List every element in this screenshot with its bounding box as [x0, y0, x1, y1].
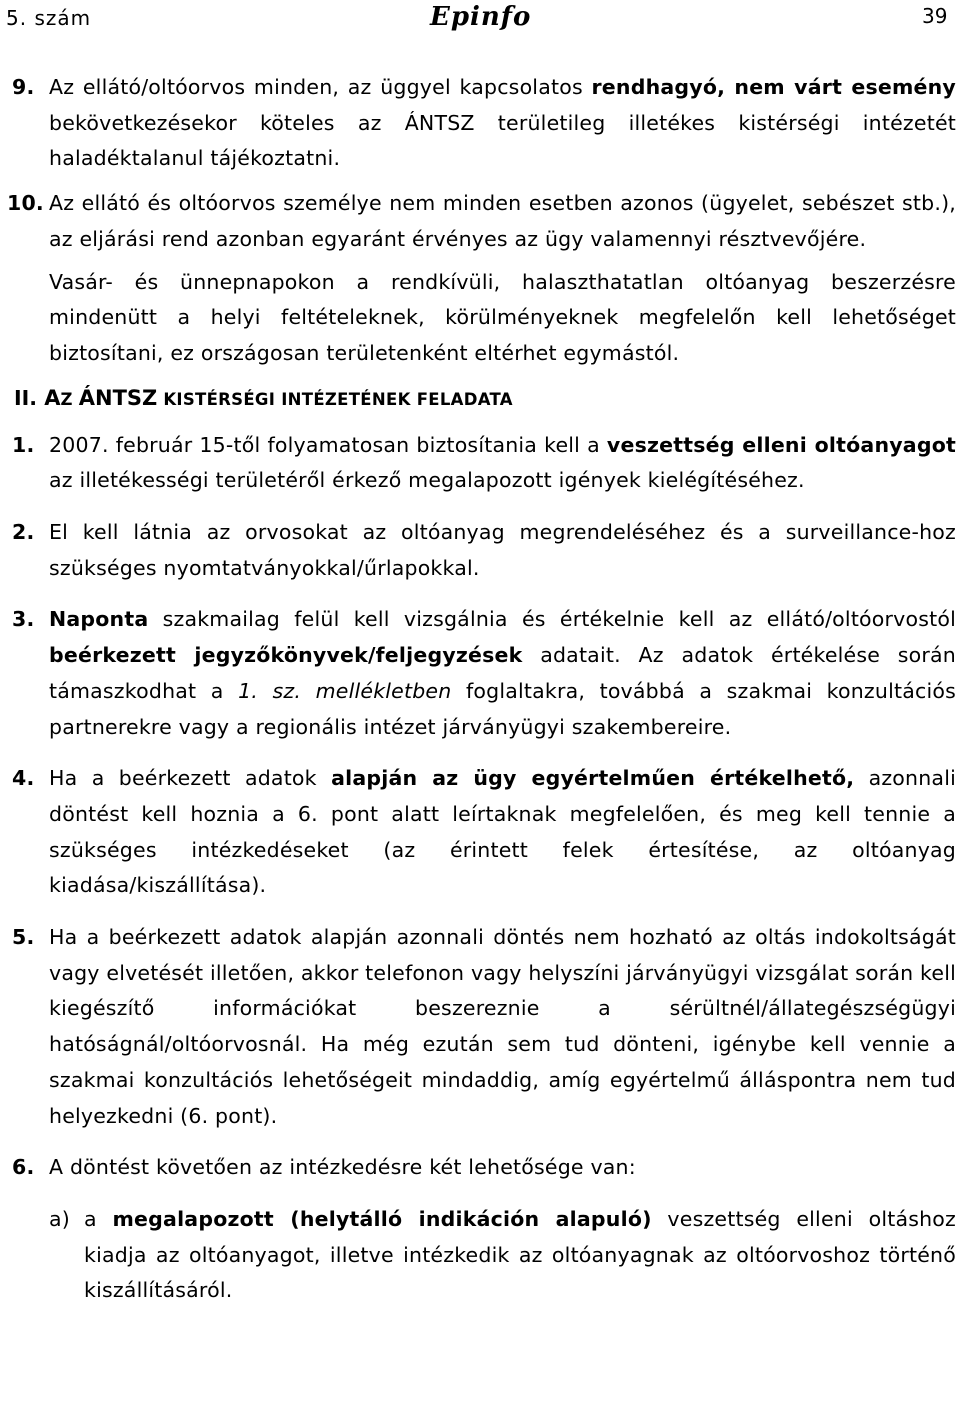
item-text — [49, 70, 956, 177]
item-text: Az ellátó és oltóorvos személye nem minden esetben azonos (ügyelet, sebészet stb.), az eljárási rend azonban egyaránt érvényes az ügy valamennyi résztvevőjére. — [49, 191, 956, 251]
item-number: 3. — [12, 607, 35, 632]
item-number: 4. — [12, 766, 35, 791]
page-header — [0, 0, 960, 40]
text-run: az illetékességi területéről érkező megalapozott igények kielégítéséhez. — [49, 468, 805, 493]
epinfo-logo: Epinfo — [430, 2, 532, 32]
item-number: 10. — [7, 191, 44, 216]
item-text-continued: Vasár- és ünnepnapokon a rendkívüli, halaszthatatlan oltóanyag beszerzésre mindenütt a helyi feltételeknek, körülményeknek megfelelőn kell lehetőséget biztosítani, ez országosan területenként eltérhet egymástól. — [49, 269, 956, 365]
section-heading — [0, 382, 960, 416]
bold-run: Naponta — [49, 607, 149, 632]
issue-number: 5. szám — [6, 6, 92, 30]
text-run: foglaltakra, továbbá a szakmai konzultációs partnerekre vagy a regionális intézet járványügyi szakembereire. — [49, 678, 956, 739]
list-item-10 — [0, 186, 960, 372]
bold-run: veszettség elleni oltóanyagot — [606, 432, 956, 457]
bold-run: rendhagyó, nem várt esemény — [591, 75, 956, 99]
item-number: 1. — [12, 432, 35, 457]
list-item-5 — [0, 920, 960, 1134]
page-number: 39 — [922, 4, 948, 28]
text-run: Ha a beérkezett adatok — [49, 766, 332, 791]
item-number: 2. — [12, 520, 35, 545]
list-item-2 — [0, 515, 960, 586]
item-number: 5. — [12, 925, 35, 950]
italic-run: 1. sz. mellékletben — [238, 678, 452, 703]
text-run: Az ellátó/oltóorvos minden, az üggyel kapcsolatos — [49, 75, 592, 99]
heading-roman: II. — [14, 385, 45, 410]
item-number: 9. — [12, 75, 35, 99]
subitem-label: a) — [49, 1206, 70, 1231]
text-run: 2007. február 15-től folyamatosan biztosítania kell a — [49, 432, 607, 457]
subitem-text — [84, 1202, 956, 1309]
item-text: A döntést követően az intézkedésre két lehetősége van: — [49, 1155, 636, 1180]
text-run: veszettség elleni oltáshoz kiadja az oltóanyagot, illetve intézkedik az oltóanyagnak az oltóorvoshoz történő kiszállításáról. — [84, 1206, 956, 1303]
bold-run: alapján az ügy egyértelműen értékelhető, — [331, 766, 855, 791]
item-text — [49, 761, 956, 904]
list-item-6 — [0, 1150, 960, 1186]
bold-run: megalapozott (helytálló indikáción alapuló) — [112, 1206, 652, 1231]
list-item-9 — [0, 70, 960, 177]
heading-run: KISTÉRSÉGI INTÉZETÉNEK FELADATA — [157, 389, 513, 409]
text-run: a — [84, 1206, 113, 1231]
heading-run: Z — [60, 389, 79, 409]
item-text — [49, 602, 956, 745]
text-run: szakmailag felül kell vizsgálnia és értékelnie kell az ellátó/oltóorvostól — [148, 607, 956, 632]
item-text: El kell látnia az orvosokat az oltóanyag megrendeléséhez és a surveillance-hoz szükséges nyomtatványokkal/űrlapokkal. — [49, 520, 956, 580]
heading-run: A — [44, 385, 61, 410]
heading-run: ÁNTSZ — [78, 385, 158, 410]
text-run: bekövetkezésekor köteles az ÁNTSZ területileg illetékes kistérségi intézetét haladéktalanul tájékoztatni. — [49, 110, 956, 171]
item-text — [49, 428, 956, 499]
list-item-3 — [0, 602, 960, 745]
list-subitem-a — [0, 1202, 960, 1309]
bold-run: beérkezett jegyzőkönyvek/feljegyzések — [49, 643, 523, 668]
text-run: adatait. Az adatok értékelése során támaszkodhat a — [49, 643, 956, 703]
item-number: 6. — [12, 1155, 35, 1180]
item-text: Ha a beérkezett adatok alapján azonnali döntés nem hozható az oltás indokoltságát vagy elvetését illetően, akkor telefonon vagy helyszíni járványügyi vizsgálat során kell kiegészítő információkat beszereznie a sérültnél/állategészségügyi hatóságnál/oltóorvosnál. Ha még ezután sem tud dönteni, igénybe kell vennie a szakmai konzultációs lehetőségeit mindaddig, amíg egyértelmű álláspontra nem tud helyezkedni (6. pont). — [49, 925, 956, 1128]
list-item-4 — [0, 761, 960, 904]
list-item-1 — [0, 428, 960, 499]
document-body — [0, 70, 960, 1309]
text-run: azonnali döntést kell hoznia a 6. pont alatt leírtaknak megfelelően, és meg kell tennie a szükséges intézkedéseket (az érintett felek értesítése, az oltóanyag kiadása/kiszállítása). — [49, 766, 956, 898]
